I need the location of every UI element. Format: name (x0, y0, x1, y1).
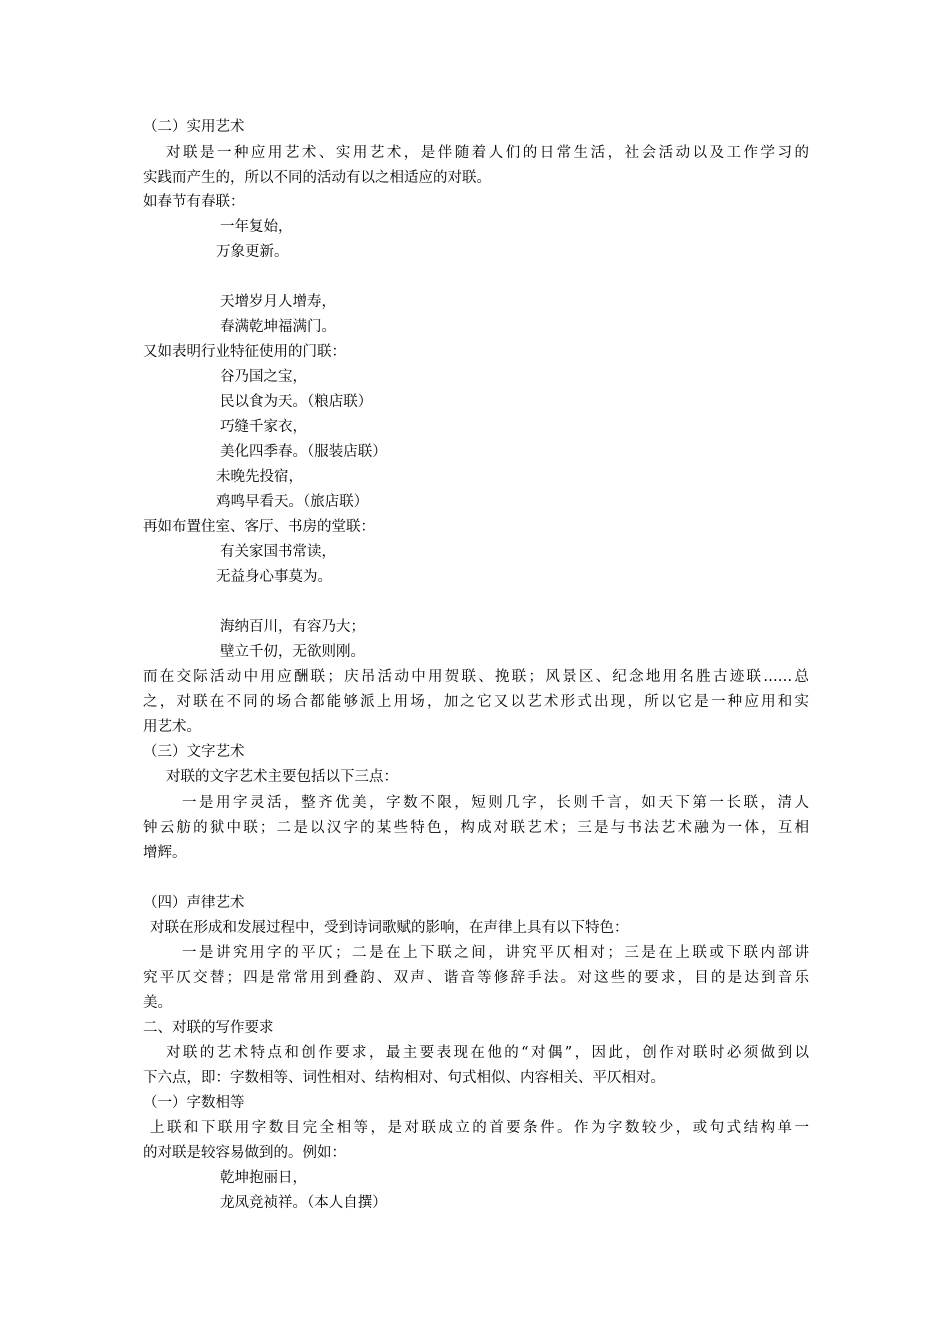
couplet-line: 巧缝千家衣， (220, 419, 307, 435)
couplet-line: 海纳百川，有容乃大； (220, 619, 365, 635)
paragraph-line: 对联是一种应用艺术、实用艺术，是伴随着人们的日常生活，社会活动以及工作学习的 (166, 145, 809, 161)
couplet-line: 谷乃国之宝， (220, 369, 307, 385)
couplet-line: 有关家国书常读， (220, 544, 336, 560)
paragraph-line: 如春节有春联： (143, 194, 245, 210)
paragraph-line: 对联在形成和发展过程中，受到诗词歌赋的影响，在声律上具有以下特色： (150, 920, 629, 936)
paragraph-line: 的对联是较容易做到的。例如： (143, 1145, 346, 1161)
heading-text-art: （三）文字艺术 (143, 744, 245, 760)
paragraph-line: 对联的文字艺术主要包括以下三点： (166, 769, 398, 785)
couplet-line: 一年复始， (220, 219, 293, 235)
paragraph-line: 对联的艺术特点和创作要求，最主要表现在他的“对偶”，因此，创作对联时必须做到以 (166, 1045, 809, 1061)
paragraph-line: 上联和下联用字数目完全相等，是对联成立的首要条件。作为字数较少，或句式结构单一 (150, 1120, 809, 1136)
paragraph-line: 之，对联在不同的场合都能够派上用场，加之它又以艺术形式出现，所以它是一种应用和实 (143, 694, 809, 710)
couplet-line: 万象更新。 (216, 244, 289, 260)
couplet-line: 无益身心事莫为。 (216, 569, 332, 585)
couplet-line: 民以食为天。（粮店联） (220, 394, 373, 410)
heading-equal-word-count: （一）字数相等 (143, 1095, 245, 1111)
paragraph-line: 用艺术。 (143, 719, 201, 735)
couplet-line: 壁立千仞，无欲则刚。 (220, 644, 365, 660)
paragraph-line: 究平仄交替；四是常常用到叠韵、双声、谐音等修辞手法。对这些的要求，目的是达到音乐 (143, 970, 809, 986)
paragraph-line: 一是讲究用字的平仄；二是在上下联之间，讲究平仄相对；三是在上联或下联内部讲 (182, 945, 809, 961)
paragraph-line: 又如表明行业特征使用的门联： (143, 344, 346, 360)
paragraph-line: 一是用字灵活，整齐优美，字数不限，短则几字，长则千言，如天下第一长联，清人 (182, 795, 809, 811)
paragraph-line: 实践而产生的，所以不同的活动有以之相适应的对联。 (143, 170, 491, 186)
couplet-line: 春满乾坤福满门。 (220, 319, 336, 335)
paragraph-line: 下六点，即：字数相等、词性相对、结构相对、句式相似、内容相关、平仄相对。 (143, 1070, 665, 1086)
couplet-line: 乾坤抱丽日， (220, 1170, 307, 1186)
heading-practical-art: （二）实用艺术 (143, 119, 245, 135)
couplet-line: 未晚先投宿， (216, 469, 303, 485)
heading-rhythm-art: （四）声律艺术 (143, 895, 245, 911)
couplet-line: 天增岁月人增寿， (220, 294, 336, 310)
heading-writing-requirements: 二、对联的写作要求 (143, 1020, 274, 1036)
paragraph-line: 增辉。 (143, 845, 187, 861)
couplet-line: 龙凤竞祯祥。（本人自撰） (220, 1195, 387, 1211)
couplet-line: 美化四季春。（服装店联） (220, 444, 387, 460)
paragraph-line: 钟云舫的狱中联；二是以汉字的某些特色，构成对联艺术；三是与书法艺术融为一体，互相 (143, 820, 809, 836)
paragraph-line: 再如布置住室、客厅、书房的堂联： (143, 519, 375, 535)
paragraph-line: 美。 (143, 995, 172, 1011)
couplet-line: 鸡鸣早看天。（旅店联） (216, 494, 369, 510)
paragraph-line: 而在交际活动中用应酬联；庆吊活动中用贺联、挽联；风景区、纪念地用名胜古迹联……总 (143, 669, 809, 685)
